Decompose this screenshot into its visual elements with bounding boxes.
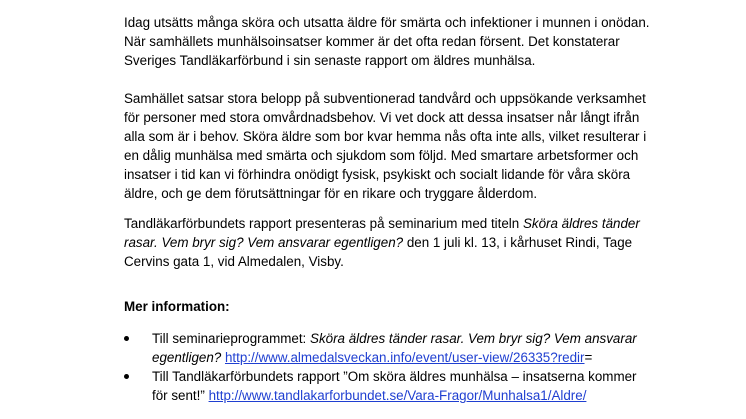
paragraph-line: för personer med stora omvårdnadsbehov. Vi vet dock att dessa insatser når långt ifrån <box>124 110 640 125</box>
seminar-title-part2: rasar. Vem bryr sig? Vem ansvarar egentligen? <box>124 235 404 250</box>
list-item-line: Till Tandläkarförbundets rapport ”Om sköra äldres munhälsa – insatserna kommer <box>152 369 637 384</box>
paragraph-line <box>124 214 640 233</box>
more-info-list <box>124 329 637 405</box>
paragraph-line: Cervins gata 1, vid Almedalen, Visby. <box>124 254 344 269</box>
bullet-icon <box>124 336 129 341</box>
list-item-text: = <box>584 350 593 365</box>
list-item <box>124 367 637 405</box>
seminar-details-text: den 1 juli kl. 13, i kårhuset Rindi, Tage <box>403 235 633 250</box>
list-item-italic: Sköra äldres tänder rasar. Vem bryr sig? Vem ansvarar <box>310 331 637 346</box>
paragraph-line: Idag utsätts många sköra och utsatta äldre för smärta och infektioner i munnen i onödan. <box>124 15 650 30</box>
seminar-program-link[interactable]: http://www.almedalsveckan.info/event/user-view/26335?redir <box>224 350 585 365</box>
more-info-heading: Mer information: <box>124 299 230 314</box>
paragraph-line <box>124 233 640 252</box>
list-item <box>124 329 637 367</box>
bullet-icon <box>124 374 129 379</box>
report-link[interactable]: http://www.tandlakarforbundet.se/Vara-Fragor/Munhalsa1/Aldre/ <box>208 388 587 403</box>
list-item-text: för sent!” <box>152 388 209 403</box>
paragraph-line: insatser i tid kan vi förhindra onödigt fysisk, psykiskt och socialt lidande för våra sköra <box>124 167 631 182</box>
paragraph-line: Samhället satsar stora belopp på subventionerad tandvård och uppsökande verksamhet <box>124 91 646 106</box>
paragraph-line: Sveriges Tandläkarförbund i sin senaste rapport om äldres munhälsa. <box>124 53 536 68</box>
list-item-line <box>152 386 637 405</box>
paragraph-line: alla som är i behov. Sköra äldre som bor kvar hemma nås ofta inte alls, vilket resulterar i <box>124 129 647 144</box>
seminar-paragraph <box>124 214 640 271</box>
list-item-line <box>152 329 637 348</box>
list-item-italic: egentligen? <box>152 350 222 365</box>
list-item-line <box>152 348 637 367</box>
body-paragraph <box>124 89 646 203</box>
paragraph-line: en dålig munhälsa med smärta och sjukdom som följd. Med smartare arbetsformer och <box>124 148 639 163</box>
seminar-title-part1: Sköra äldres tänder <box>522 216 640 231</box>
intro-paragraph <box>124 13 650 70</box>
list-item-text: Till seminarieprogrammet: <box>152 331 311 346</box>
seminar-intro-text: Tandläkarförbundets rapport presenteras på seminarium med titeln <box>124 216 523 231</box>
paragraph-line: äldre, och ge dem förutsättningar för en rikare och tryggare ålderdom. <box>124 186 538 201</box>
paragraph-line: När samhällets munhälsoinsatser kommer är det ofta redan försent. Det konstaterar <box>124 34 620 49</box>
